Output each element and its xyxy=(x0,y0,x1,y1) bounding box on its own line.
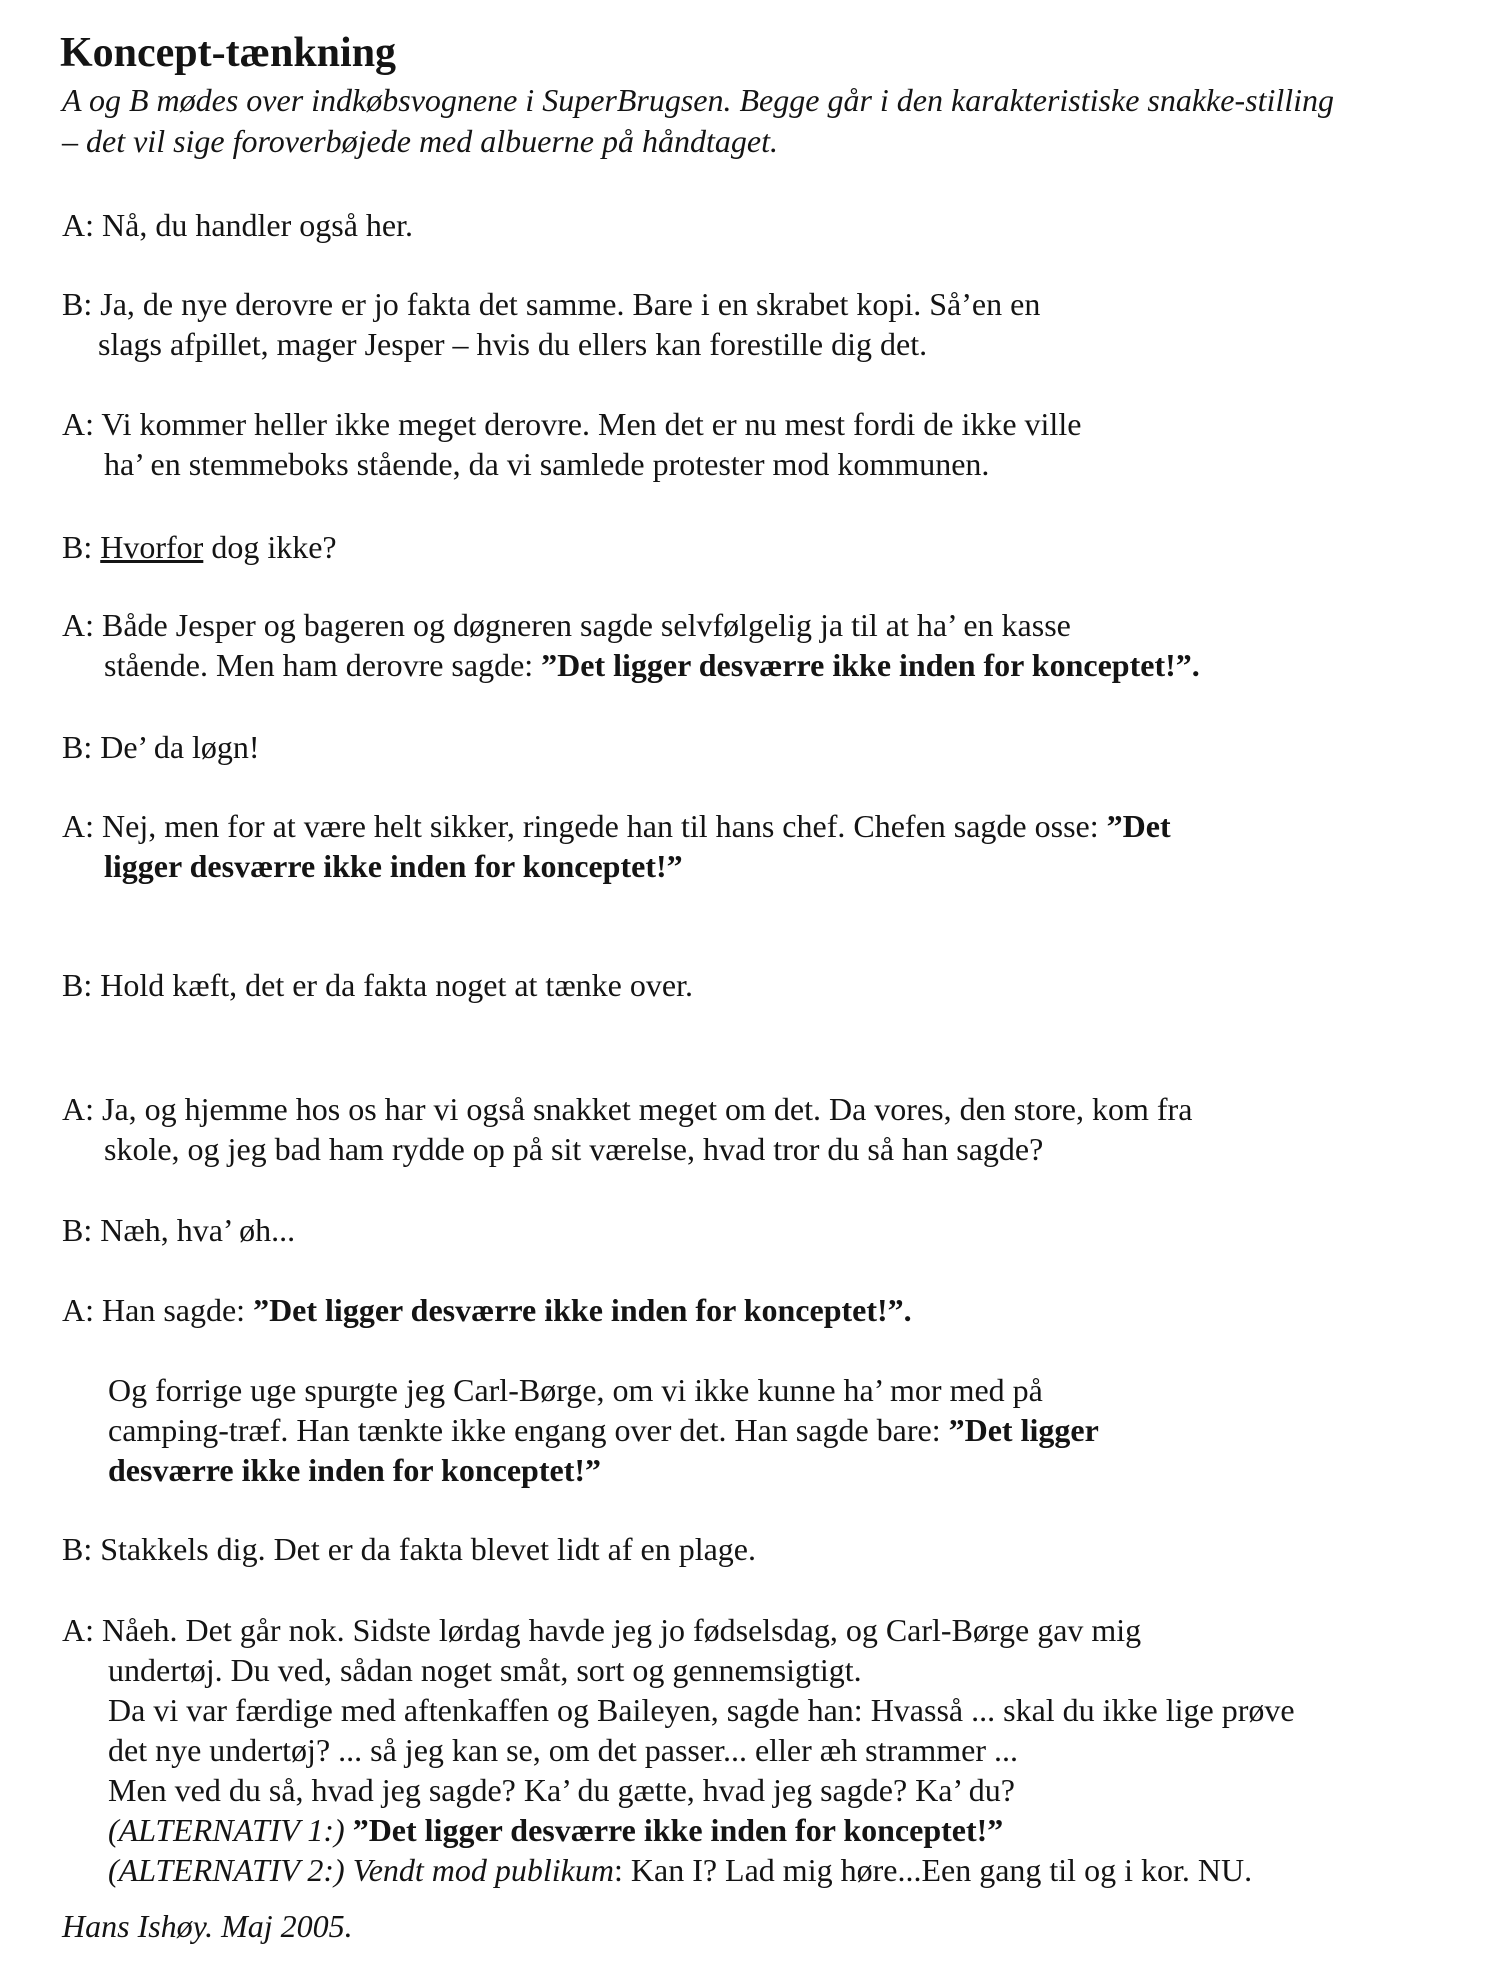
dialogue-line: det nye undertøj? ... så jeg kan se, om det passer... eller æh strammer ... xyxy=(108,1732,1018,1768)
quote-bold: ligger desværre ikke inden for konceptet!” xyxy=(104,848,683,884)
dialogue-line: A: Nå, du handler også her. xyxy=(62,207,414,243)
dialogue-line xyxy=(62,806,1482,846)
stage-direction xyxy=(62,80,1482,162)
dialogue-line xyxy=(62,527,1482,567)
dialogue-text: A: Han sagde: xyxy=(62,1292,254,1328)
dialogue-text: A: Nej, men for at være helt sikker, ringede han til hans chef. Chefen sagde osse: xyxy=(62,808,1107,844)
dialogue-text: dog ikke? xyxy=(203,529,337,565)
dialogue-line: skole, og jeg bad ham rydde op på sit værelse, hvad tror du så han sagde? xyxy=(104,1131,1044,1167)
dialogue-text: stående. Men ham derovre sagde: xyxy=(104,647,542,683)
dialogue-line: B: De’ da løgn! xyxy=(62,729,260,765)
dialogue-line: Men ved du så, hvad jeg sagde? Ka’ du gætte, hvad jeg sagde? Ka’ du? xyxy=(108,1772,1015,1808)
dialogue-line xyxy=(108,1410,1504,1450)
quote-bold: desværre ikke inden for konceptet!” xyxy=(108,1452,602,1488)
dialogue-line: Og forrige uge spurgte jeg Carl-Børge, om vi ikke kunne ha’ mor med på xyxy=(108,1372,1043,1408)
stage-note-italic: (ALTERNATIV 2:) Vendt mod publikum xyxy=(108,1852,614,1888)
stage-direction-line: A og B mødes over indkøbsvognene i SuperBrugsen. Begge går i den karakteristiske snakke-stilling xyxy=(62,82,1335,118)
dialogue-line: Da vi var færdige med aftenkaffen og Baileyen, sagde han: Hvasså ... skal du ikke lige prøve xyxy=(108,1692,1295,1728)
dialogue-line xyxy=(108,1850,1504,1890)
dialogue-line: slags afpillet, mager Jesper – hvis du ellers kan forestille dig det. xyxy=(98,326,928,362)
author-signature: Hans Ishøy. Maj 2005. xyxy=(62,1908,353,1944)
dialogue-line: A: Nåeh. Det går nok. Sidste lørdag havde jeg jo fødselsdag, og Carl-Børge gav mig xyxy=(62,1612,1142,1648)
dialogue-line xyxy=(104,645,1504,685)
dialogue-line: A: Både Jesper og bageren og døgneren sagde selvfølgelig ja til at ha’ en kasse xyxy=(62,607,1071,643)
quote-bold: ”Det ligger desværre ikke inden for konceptet!”. xyxy=(253,1292,912,1328)
dialogue-line: B: Næh, hva’ øh... xyxy=(62,1212,296,1248)
speaker: B: xyxy=(62,529,101,565)
dialogue-line xyxy=(108,1450,1504,1490)
emphasis-underlined: Hvorfor xyxy=(100,529,204,565)
dialogue-text: camping-træf. Han tænkte ikke engang over det. Han sagde bare: xyxy=(108,1412,949,1448)
stage-note-italic: (ALTERNATIV 1:) xyxy=(108,1812,345,1848)
dialogue-line: A: Ja, og hjemme hos os har vi også snakket meget om det. Da vores, den store, kom fra xyxy=(62,1091,1193,1127)
quote-bold: ”Det ligger xyxy=(948,1412,1099,1448)
dialogue-line xyxy=(62,1290,1482,1330)
dialogue-line xyxy=(104,846,1504,886)
stage-direction-line: – det vil sige foroverbøjede med albuerne på håndtaget. xyxy=(62,123,778,159)
quote-bold: ”Det ligger desværre ikke inden for konceptet!”. xyxy=(541,647,1200,683)
dialogue-text: : Kan I? Lad mig høre...Een gang til og i kor. NU. xyxy=(613,1852,1253,1888)
quote-bold: ”Det xyxy=(1106,808,1171,844)
dialogue-line: undertøj. Du ved, sådan noget småt, sort og gennemsigtigt. xyxy=(108,1652,862,1688)
dialogue-line xyxy=(108,1810,1504,1850)
dialogue-line: ha’ en stemmeboks stående, da vi samlede protester mod kommunen. xyxy=(104,446,990,482)
quote-bold: ”Det ligger desværre ikke inden for konceptet!” xyxy=(344,1812,1004,1848)
document-title: Koncept-tænkning xyxy=(60,30,397,76)
dialogue-line: A: Vi kommer heller ikke meget derovre. Men det er nu mest fordi de ikke ville xyxy=(62,406,1082,442)
dialogue-line: B: Ja, de nye derovre er jo fakta det samme. Bare i en skrabet kopi. Så’en en xyxy=(62,286,1041,322)
dialogue-line: B: Stakkels dig. Det er da fakta blevet lidt af en plage. xyxy=(62,1531,756,1567)
dialogue-line: B: Hold kæft, det er da fakta noget at tænke over. xyxy=(62,967,693,1003)
